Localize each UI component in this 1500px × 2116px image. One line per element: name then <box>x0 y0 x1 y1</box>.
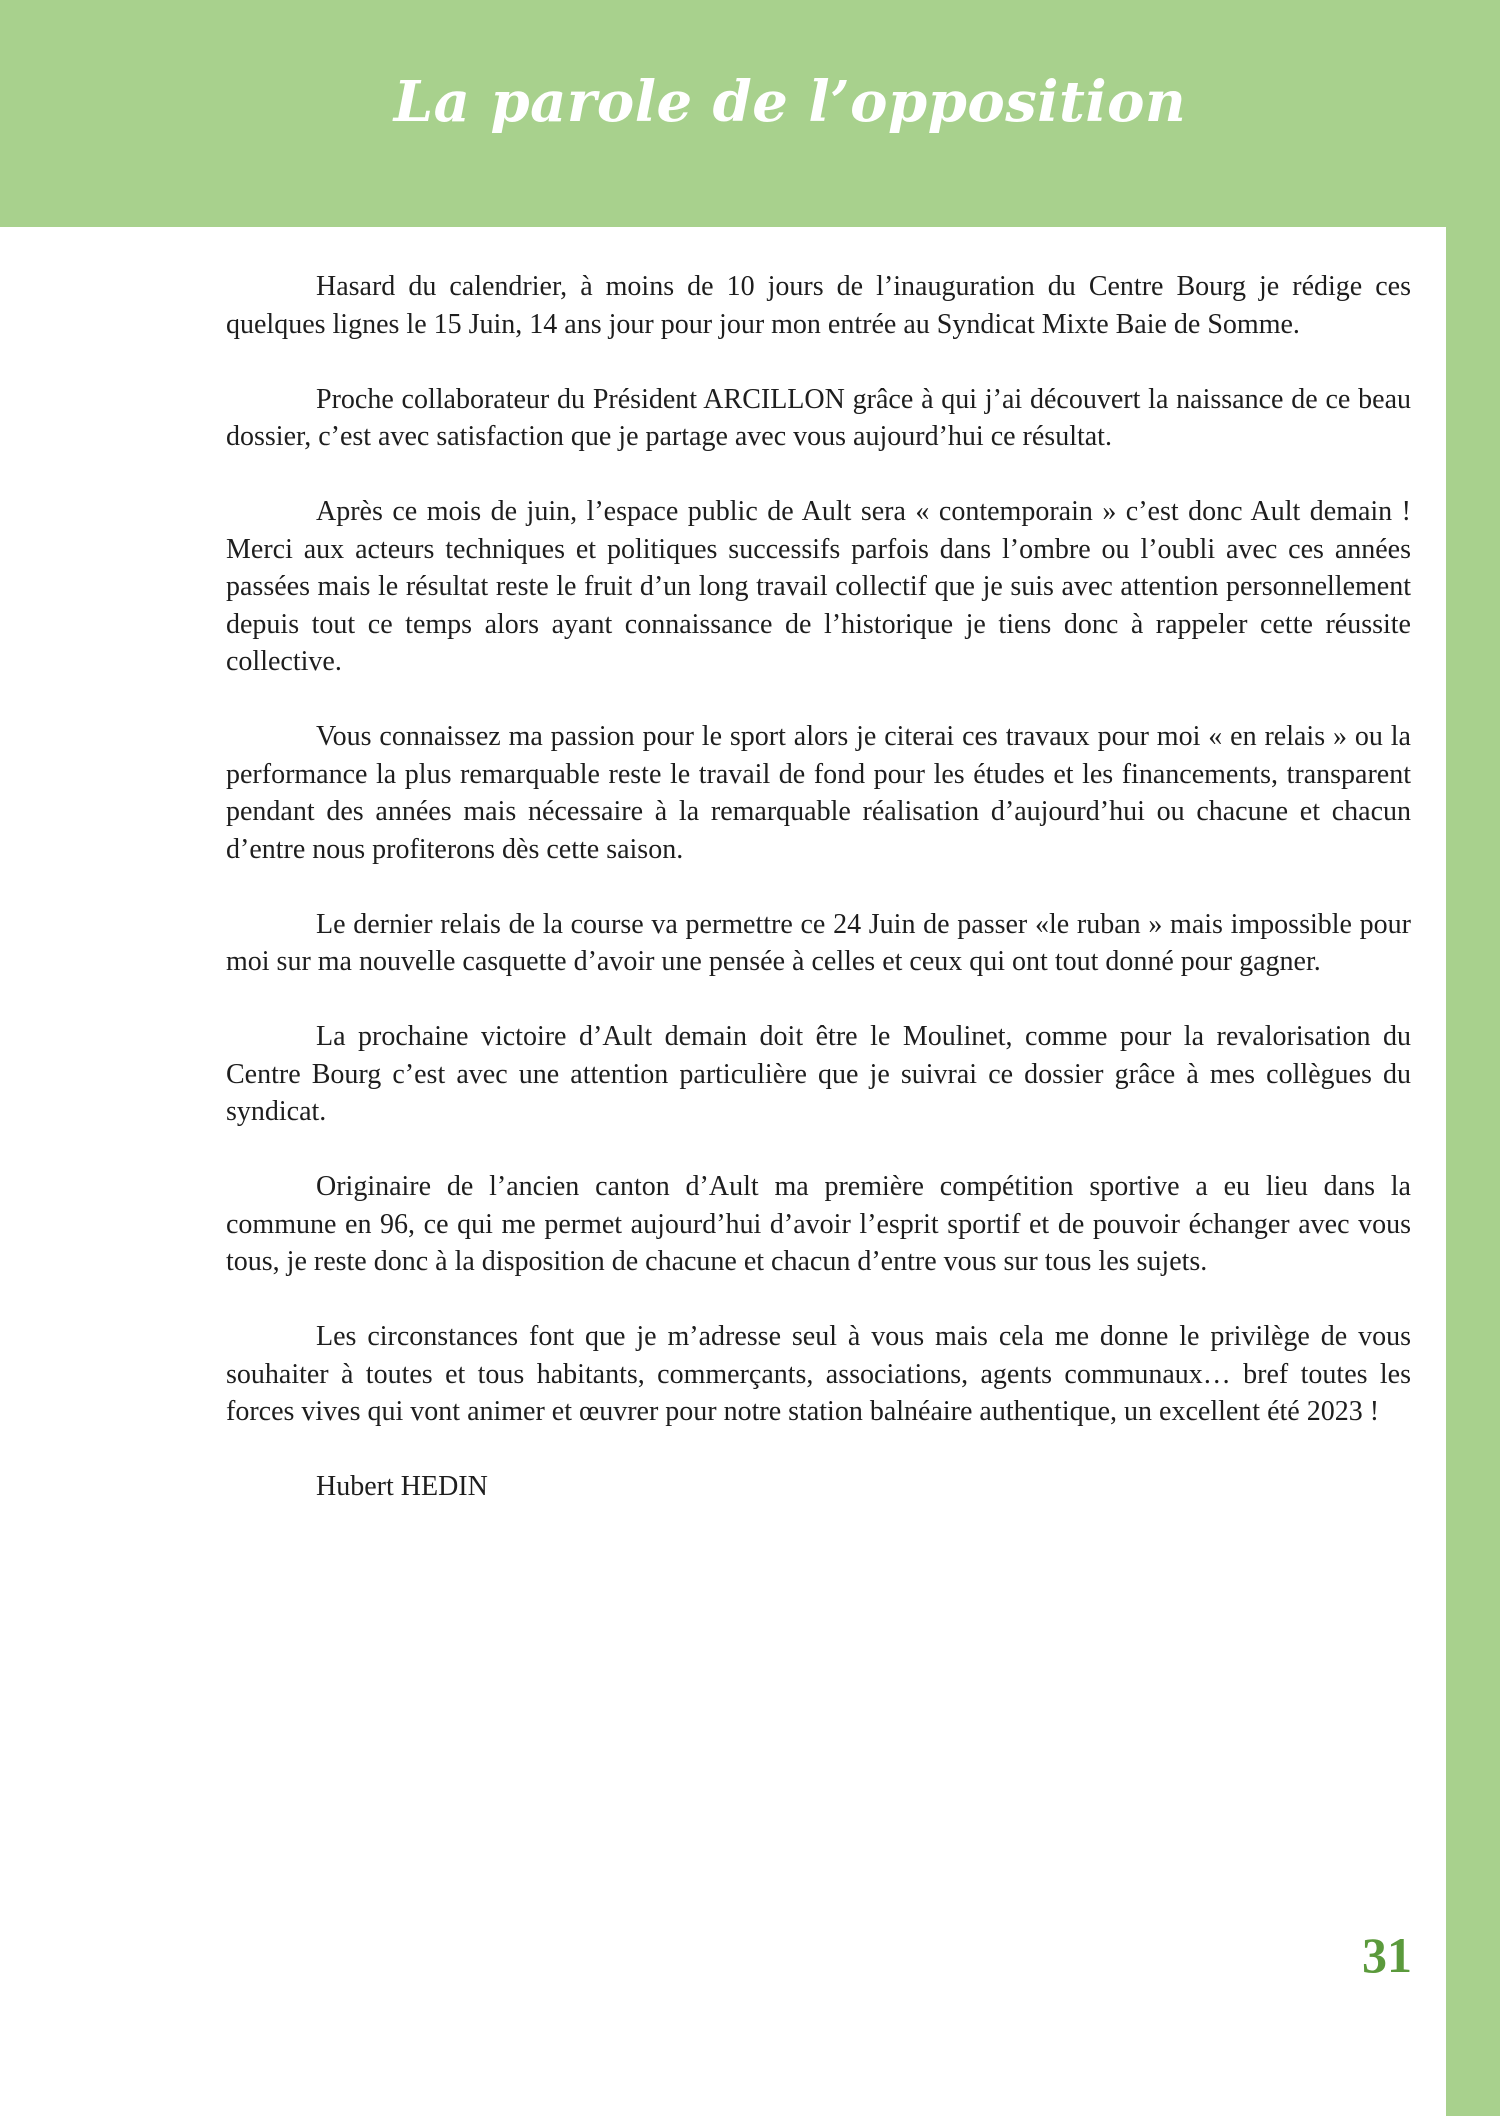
article-paragraph: Hasard du calendrier, à moins de 10 jours de l’inauguration du Centre Bourg je rédige ces quelques lignes le 15 Juin, 14 ans jour pour jour mon entrée au Syndicat Mixte Baie de Somme. <box>226 271 1411 340</box>
side-band <box>1446 227 1500 2116</box>
article-paragraph: La prochaine victoire d’Ault demain doit être le Moulinet, comme pour la revalorisation du Centre Bourg c’est avec une attention particulière que je suivrai ce dossier grâce à mes collègues du syndicat. <box>226 1021 1411 1127</box>
article-paragraph: Les circonstances font que je m’adresse seul à vous mais cela me donne le privilège de vous souhaiter à toutes et tous habitants, commerçants, associations, agents communaux… bref toutes les forces vives qui vont animer et œuvrer pour notre station balnéaire authentique, un excellent été 2023 ! <box>226 1321 1411 1427</box>
page-number: 31 <box>1362 1927 1412 1983</box>
author-signature: Hubert HEDIN <box>316 1471 488 1502</box>
article-paragraph: Vous connaissez ma passion pour le sport alors je citerai ces travaux pour moi « en relais » ou la performance la plus remarquable reste le travail de fond pour les études et les financements, transparent pendant des années mais nécessaire à la remarquable réalisation d’aujourd’hui ou chacune et chacun d’entre nous profiterons dès cette saison. <box>226 721 1411 865</box>
page-title: La parole de l’opposition <box>393 69 1187 135</box>
article-paragraph: Originaire de l’ancien canton d’Ault ma première compétition sportive a eu lieu dans la commune en 96, ce qui me permet aujourd’hui d’avoir l’esprit sportif et de pouvoir échanger avec vous tous, je reste donc à la disposition de chacune et chacun d’entre vous sur tous les sujets. <box>226 1171 1411 1277</box>
article-body <box>226 268 1411 1543</box>
article-paragraph: Proche collaborateur du Président ARCILLON grâce à qui j’ai découvert la naissance de ce beau dossier, c’est avec satisfaction que je partage avec vous aujourd’hui ce résultat. <box>226 383 1411 452</box>
article-paragraph: Après ce mois de juin, l’espace public de Ault sera « contemporain » c’est donc Ault demain ! Merci aux acteurs techniques et politiques successifs parfois dans l’ombre ou l’oubli avec ces années passées mais le résultat reste le fruit d’un long travail collectif que je suis avec attention personnellement depuis tout ce temps alors ayant connaissance de l’historique je tiens donc à rappeler cette réussite collective. <box>226 496 1411 677</box>
article-paragraph: Le dernier relais de la course va permettre ce 24 Juin de passer «le ruban » mais impossible pour moi sur ma nouvelle casquette d’avoir une pensée à celles et ceux qui ont tout donné pour gagner. <box>226 908 1411 977</box>
